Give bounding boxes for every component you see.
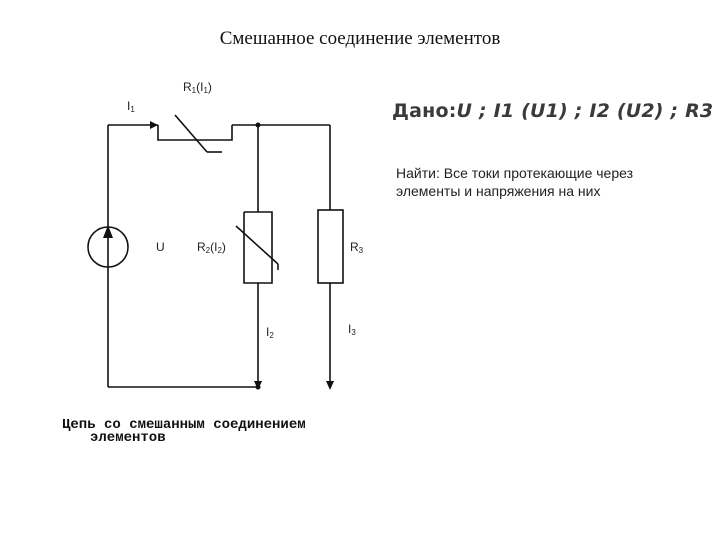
r2-label: R2(I2): [197, 240, 226, 255]
i3-arrow-icon: [326, 381, 334, 390]
r1-nonlinear-slash: [175, 115, 207, 152]
given-formula: U ; I1 (U1) ; I2 (U2) ; R3: [456, 100, 714, 122]
i2-label: I2: [266, 325, 274, 340]
r2-body: [244, 212, 272, 283]
i1-arrow-icon: [150, 121, 158, 129]
page-title: Смешанное соединение элементов: [219, 28, 501, 49]
caption-line-2: элементов: [90, 430, 166, 446]
r3-label: R3: [350, 240, 364, 255]
caption-line-1: Цепь со смешанным соединением: [62, 417, 306, 433]
i2-arrow-icon: [254, 381, 262, 390]
source-label: U: [156, 240, 165, 254]
r1-label: R1(I1): [183, 80, 212, 95]
junction-top: [256, 123, 261, 128]
i3-label: I3: [348, 322, 356, 337]
r3-body: [318, 210, 343, 283]
find-text: Найти: Все токи протекающие через элементы и напряжения на них: [396, 165, 634, 199]
i1-label: I1: [127, 99, 135, 114]
given-label: Дано:: [392, 100, 457, 122]
